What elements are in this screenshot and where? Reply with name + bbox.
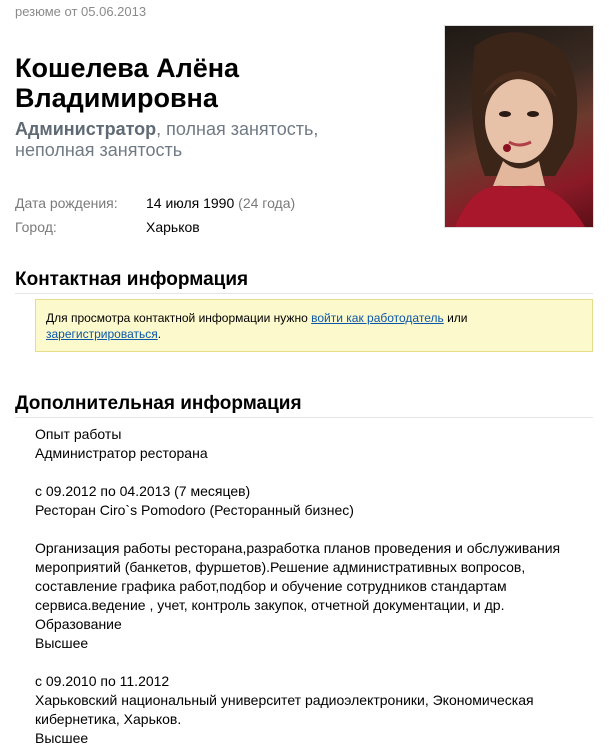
position-employment-line2: неполная занятость bbox=[15, 140, 183, 160]
info-line bbox=[35, 520, 595, 539]
notice-text: Для просмотра контактной информации нужно bbox=[46, 311, 312, 325]
additional-section-title: Дополнительная информация bbox=[15, 393, 593, 418]
info-line: Высшее bbox=[35, 635, 89, 651]
position-employment: , полная занятость, bbox=[156, 119, 319, 139]
info-line: Образование bbox=[35, 616, 122, 632]
city-row bbox=[15, 219, 200, 235]
info-line: с 09.2010 по 11.2012 bbox=[35, 673, 170, 689]
additional-info-text bbox=[35, 425, 595, 748]
notice-text-end: . bbox=[157, 327, 162, 341]
register-link[interactable]: зарегистрироваться bbox=[46, 327, 158, 341]
city-value: Харьков bbox=[146, 219, 200, 235]
info-line bbox=[35, 463, 595, 482]
info-line: Администратор ресторана bbox=[35, 445, 208, 461]
info-line: Ресторан Ciro`s Pomodoro (Ресторанный бизнес) bbox=[35, 502, 354, 518]
login-employer-link[interactable]: войти как работодатель bbox=[311, 311, 444, 325]
name-line-2: Владимировна bbox=[15, 83, 218, 113]
birth-date-row bbox=[15, 195, 295, 211]
birth-date-value: 14 июля 1990 bbox=[146, 195, 235, 211]
info-line bbox=[35, 653, 595, 672]
info-line: Харьковский национальный университет радиоэлектроники, Экономическая bbox=[35, 692, 534, 708]
position-title: Администратор bbox=[15, 119, 157, 139]
info-line: сервиса.ведение , учет, контроль закупок, отчетной документации, и др. bbox=[35, 597, 505, 613]
info-line: составление графика работ,подбор и обучение сотрудников стандартам bbox=[35, 578, 507, 594]
profile-photo bbox=[444, 25, 594, 228]
age-value: (24 года) bbox=[238, 195, 296, 211]
desired-position bbox=[15, 119, 435, 161]
resume-date: резюме от 05.06.2013 bbox=[15, 4, 147, 19]
contact-section-title: Контактная информация bbox=[15, 269, 593, 294]
info-line: Организация работы ресторана,разработка планов проведения и обслуживания bbox=[35, 540, 561, 556]
profile-photo-illustration bbox=[445, 26, 593, 227]
info-line: Опыт работы bbox=[35, 426, 122, 442]
info-line: кибернетика, Харьков. bbox=[35, 711, 182, 727]
birth-date-label: Дата рождения: bbox=[15, 195, 118, 211]
info-line: мероприятий (банкетов, фуршетов).Решение административных вопросов, bbox=[35, 559, 526, 575]
info-line: с 09.2012 по 04.2013 (7 месяцев) bbox=[35, 483, 251, 499]
name-line-1: Кошелева Алёна bbox=[15, 53, 240, 83]
notice-text-or: или bbox=[443, 311, 468, 325]
city-label: Город: bbox=[15, 219, 57, 235]
contact-access-notice bbox=[35, 299, 593, 352]
info-line: Высшее bbox=[35, 730, 89, 746]
candidate-name bbox=[15, 53, 435, 113]
